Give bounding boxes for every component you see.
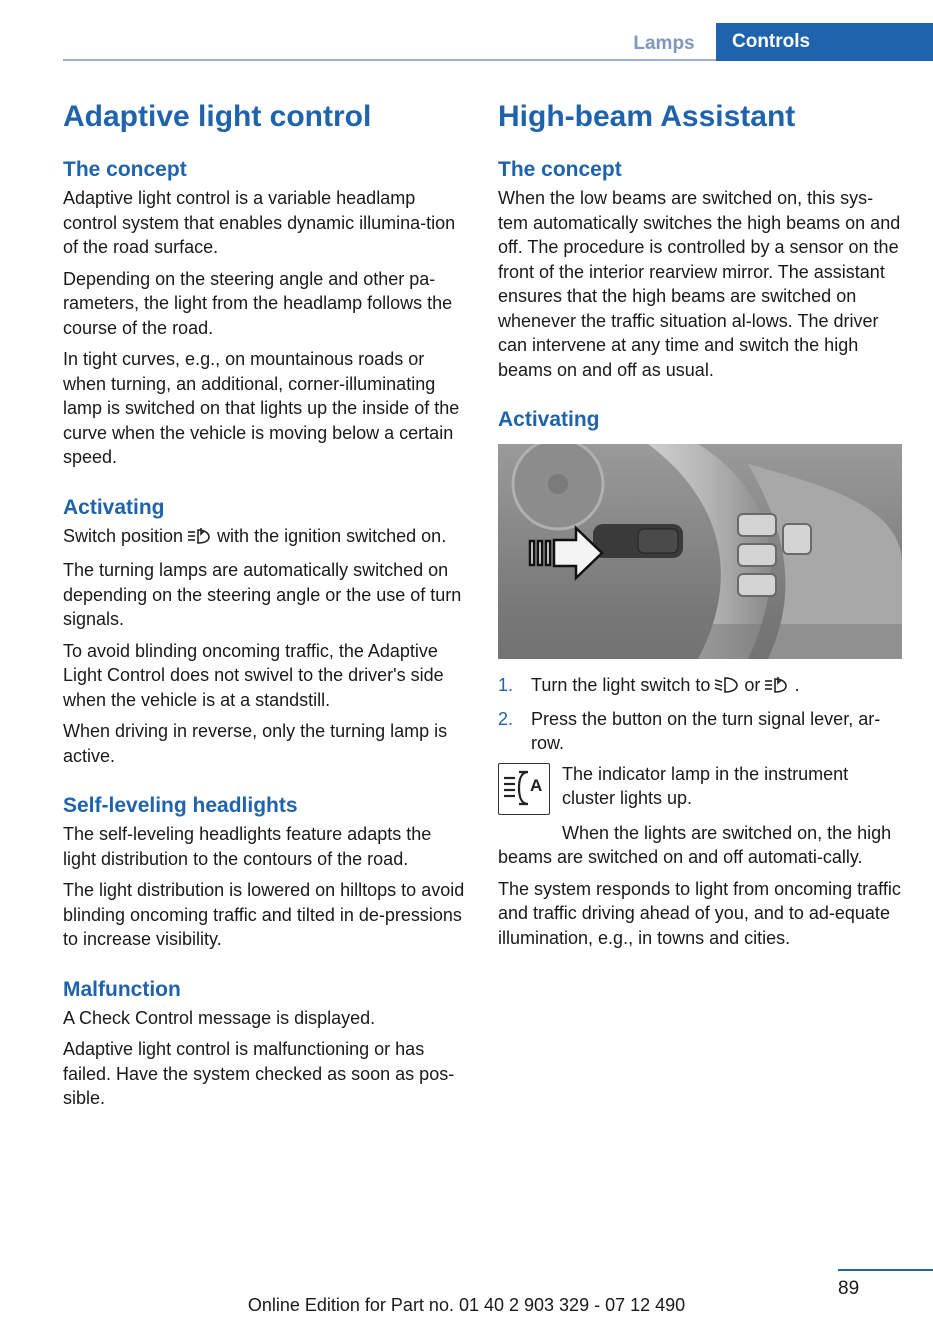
left-column [63, 96, 467, 1118]
svg-text:A: A [530, 775, 543, 795]
malfunction-heading: Malfunction [63, 977, 181, 1001]
step-item [498, 673, 903, 701]
alc-concept-p2: Depending on the steering angle and other pa-rameters, the light from the headlamp follows the course of the road. [63, 268, 453, 338]
footer-edition: Online Edition for Part no. 01 40 2 903 329 - 07 12 490 [247, 1295, 686, 1315]
hba-concept-p1: When the low beams are switched on, this sys-tem automatically switches the high beams on and off. The procedure is controlled by a sensor on the front of the interior rearview mirror. The assistant ensures that the high beams are switched on whenever the traffic situation al-lows. The driver can intervene at any time and switch the high beams on and off as usual. [498, 188, 901, 380]
step1-after: . [794, 675, 800, 695]
adaptive-light-title: Adaptive light control [63, 100, 372, 133]
page-number: 89 [838, 1278, 860, 1299]
low-beam-icon [714, 676, 740, 701]
step1-before: Turn the light switch to [531, 675, 711, 695]
alc-concept-p1: Adaptive light control is a variable headlamp control system that enables dynamic illumina-tion of the road surface. [63, 188, 456, 257]
alc-concept-heading: The concept [63, 158, 187, 181]
step-number: 1. [498, 675, 514, 695]
step1-middle: or [744, 675, 761, 695]
activation-steps [498, 673, 903, 756]
malfunction-p2: Adaptive light control is malfunctioning or has failed. Have the system checked as soon as pos-sible. [63, 1039, 455, 1108]
header-chapter-tab[interactable]: Controls [716, 23, 933, 61]
self-leveling-p2: The light distribution is lowered on hilltops to avoid blinding oncoming traffic and tilted in de-pressions to increase visibility. [63, 880, 465, 949]
header-section-tab[interactable]: Lamps [633, 33, 695, 54]
self-leveling-heading: Self-leveling headlights [63, 794, 298, 817]
high-beam-title: High-beam Assistant [498, 100, 796, 133]
headlamp-auto-icon [187, 527, 213, 552]
headlamp-auto-icon [764, 676, 790, 701]
footer-rule [838, 1269, 933, 1271]
malfunction-p1: A Check Control message is displayed. [63, 1007, 376, 1028]
alc-activating-p1-before: Switch position [63, 525, 184, 546]
high-beam-assistant-icon [498, 763, 550, 815]
hba-activating-heading: Activating [498, 408, 600, 431]
hba-system-paragraph: The system responds to light from oncoming traffic and traffic driving ahead of you, and to ad-equate illumination, e.g., in towns and cities. [498, 878, 901, 948]
alc-activating-p2: The turning lamps are automatically switched on depending on the steering angle or the use of turn signals. [63, 560, 462, 629]
step-number: 2. [498, 708, 514, 729]
hba-lights-on-paragraph: When the lights are switched on, the high beams are switched on and off automati-cally. [498, 822, 892, 867]
hba-concept-heading: The concept [498, 158, 622, 181]
step2-text: Press the button on the turn signal lever, ar-row. [531, 708, 881, 753]
alc-activating-p3: To avoid blinding oncoming traffic, the Adaptive Light Control does not swivel to the driver's side when the vehicle is at a standstill. [63, 640, 444, 710]
header-rule [63, 59, 716, 61]
steering-column-photo [498, 444, 902, 659]
step-item [498, 707, 903, 756]
alc-activating-heading: Activating [63, 495, 165, 519]
self-leveling-p1: The self-leveling headlights feature adapts the light distribution to the contours of the road. [63, 824, 432, 869]
indicator-text: The indicator lamp in the instrument cluster lights up. [562, 763, 849, 808]
alc-activating-p1 [63, 524, 467, 552]
alc-activating-p1-after: with the ignition switched on. [217, 525, 447, 546]
indicator-note [498, 762, 903, 815]
right-column [498, 96, 903, 957]
alc-activating-p4: When driving in reverse, only the turning lamp is active. [63, 721, 448, 766]
alc-concept-p3: In tight curves, e.g., on mountainous roads or when turning, an additional, corner-illuminating lamp is switched on that lights up the inside of the curve when the vehicle is moving below a certain speed. [63, 349, 460, 467]
